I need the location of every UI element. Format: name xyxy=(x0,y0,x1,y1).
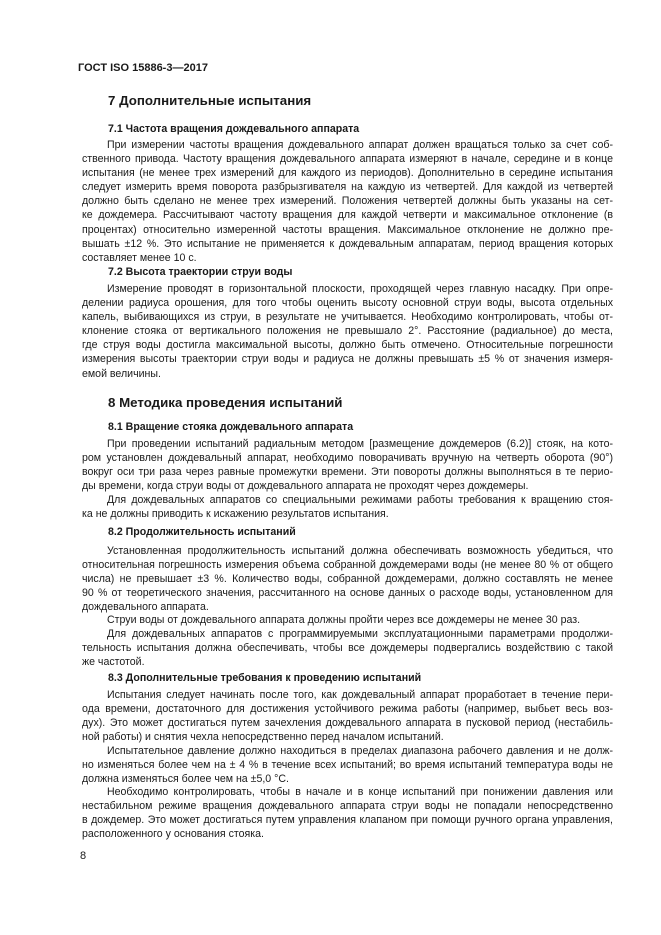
text-line: нестабильном режиме вращения дождевального аппарата струи воды не попадали непосредственно xyxy=(82,800,613,813)
text-line: капель, выбивающихся из струи, в результате не учитывается. Необходимо контролировать, чтобы от- xyxy=(82,311,613,324)
text-line: Измерение проводят в горизонтальной плоскости, проходящей через главную насадку. При опре- xyxy=(107,283,613,295)
text-line: ка не должны приводить к искажению результатов испытания. xyxy=(82,508,389,521)
section-8-2-paragraph-3 xyxy=(82,627,613,669)
text-line: При измерении частоты вращения дождевального аппарат должен вращаться только за счет соб- xyxy=(107,139,613,151)
text-line: процентах) относительно измеренной частоты вращения. Максимальное отклонение не должно пре- xyxy=(82,223,613,236)
text-line: испытания (не менее трех измерений для каждого из периодов). Дополнительно в середине испытания xyxy=(82,167,613,180)
text-line: Струи воды от дождевального аппарата должны пройти через все дождемеры не менее 30 раз. xyxy=(107,614,581,626)
text-line: дождевального аппарата. xyxy=(82,601,209,614)
text-line: где струя воды достигла максимальной высоты, должно быть отмечено. Относительные погрешности xyxy=(82,339,613,352)
section-8-3-title: 8.3 Дополнительные требования к проведению испытаний xyxy=(108,672,422,684)
text-line: должно быть сделано не менее трех измерений. Положения четвертей должны быть указаны на сет- xyxy=(82,195,613,208)
text-line: составляет менее 10 с. xyxy=(82,251,197,264)
text-line: Испытательное давление должно находиться в пределах диапазона рабочего давления и не долж- xyxy=(107,745,613,757)
section-8-1-title: 8.1 Вращение стояка дождевального аппарата xyxy=(108,421,354,433)
section-8-1-paragraph-2 xyxy=(82,493,613,521)
section-8-1-paragraph-1 xyxy=(82,437,613,493)
text-line: вышать ±12 %. Это испытание не применяется к дождевальным аппаратам, период вращения которых xyxy=(82,237,613,250)
text-line: ке дождемера. Рассчитывают частоту вращения для каждой четверти и максимальное отклонение (в xyxy=(82,209,613,222)
text-line: ды времени, когда струи воды от дождевального аппарата не проходят через дождемеры. xyxy=(82,480,529,493)
text-line: вокруг оси три раза через равные промежутки времени. Эти повороты должны выполняться в те перио- xyxy=(82,466,613,479)
section-7-1-paragraph xyxy=(82,138,613,265)
section-7-1-title: 7.1 Частота вращения дождевального аппарата xyxy=(108,123,360,135)
text-line: в дождемер. Это может достигаться путем управления клапаном при помощи ручного органа управления, xyxy=(82,814,613,827)
text-line: же частотой. xyxy=(82,656,145,669)
text-line: Необходимо контролировать, чтобы в начале и в конце испытаний при понижении давления или xyxy=(107,786,613,798)
text-line: Для дождевальных аппаратов с программируемыми эксплуатационными параметрами продолжи- xyxy=(107,628,613,640)
section-8-3-paragraph-1 xyxy=(82,688,613,744)
text-line: должна изменяться более чем на ±5,0 °С. xyxy=(82,773,289,786)
section-7-2-paragraph xyxy=(82,282,613,381)
page-number: 8 xyxy=(80,850,87,862)
text-line: ственного привода. Частоту вращения дождевального аппарата измеряют в начале, середине и в конце xyxy=(82,153,613,166)
text-line: измерения высоты траектории струи воды и радиуса не должны превышать ±5 % от значения измеря- xyxy=(82,353,613,366)
text-line: дух). Это может достигаться путем зачехления дождевального аппарата в пусковой период (нестабиль- xyxy=(82,717,613,730)
text-line: ром установлен дождевальный аппарат, необходимо поворачивать вручную на четверть оборота (90°) xyxy=(82,452,613,465)
text-line: делении радиуса орошения, для того чтобы оценить высоту основной струи воды, высота отдельных xyxy=(82,297,613,310)
text-line: клонение стояка от вертикального положения не превышало 2°. Расстояние (радиальное) до места, xyxy=(82,325,613,338)
text-line: Испытания следует начинать после того, как дождевальный аппарат проработает в течение пери- xyxy=(107,689,613,701)
text-line: ода времени, достаточного для достижения устойчивого режима работы (например, выбьет весь воз- xyxy=(82,703,613,716)
text-line: Для дождевальных аппаратов со специальными режимами работы требования к вращению стоя- xyxy=(107,494,613,506)
text-line: тельность испытания должна обеспечивать, чтобы все дождемеры подвергались воздействию с такой xyxy=(82,642,613,655)
section-8-title: 8 Методика проведения испытаний xyxy=(108,395,343,410)
text-line: расположенного у основания стояка. xyxy=(82,828,264,841)
text-line: При проведении испытаний радиальным методом [размещение дождемеров (6.2)] стояк, на кото- xyxy=(107,438,613,450)
text-line: Установленная продолжительность испытаний должна обеспечивать возможность убедиться, что xyxy=(107,545,613,557)
section-8-2-paragraph-1 xyxy=(82,544,613,614)
text-line: но изменяться более чем на ± 4 % в течение всех испытаний; во время испытаний температура воды не xyxy=(82,759,613,772)
text-line: 90 % от теоретического значения, рассчитанного на основе данных о расходе воды, установленном для xyxy=(82,587,613,600)
text-line: относительная погрешность измерения объема собранной дождемерами воды (не менее 80 % от общего xyxy=(82,559,613,572)
section-8-2-title: 8.2 Продолжительность испытаний xyxy=(108,526,296,538)
section-8-3-paragraph-3 xyxy=(82,785,613,841)
section-7-2-title: 7.2 Высота траектории струи воды xyxy=(108,266,293,278)
section-8-3-paragraph-2 xyxy=(82,744,613,786)
section-7-title: 7 Дополнительные испытания xyxy=(108,93,312,108)
text-line: числа) не превышает ±3 %. Количество воды, собранной дождемерами, должно составлять не менее xyxy=(82,573,613,586)
text-line: следует измерить время поворота разбрызгивателя на каждую из четвертей. Для каждой из четвертей xyxy=(82,181,613,194)
document-header: ГОСТ ISO 15886-3—2017 xyxy=(78,62,208,74)
text-line: емой величины. xyxy=(82,367,161,380)
text-line: ной работы) и снятия чехла непосредственно перед началом испытаний. xyxy=(82,731,444,744)
section-8-2-paragraph-2 xyxy=(82,613,613,627)
